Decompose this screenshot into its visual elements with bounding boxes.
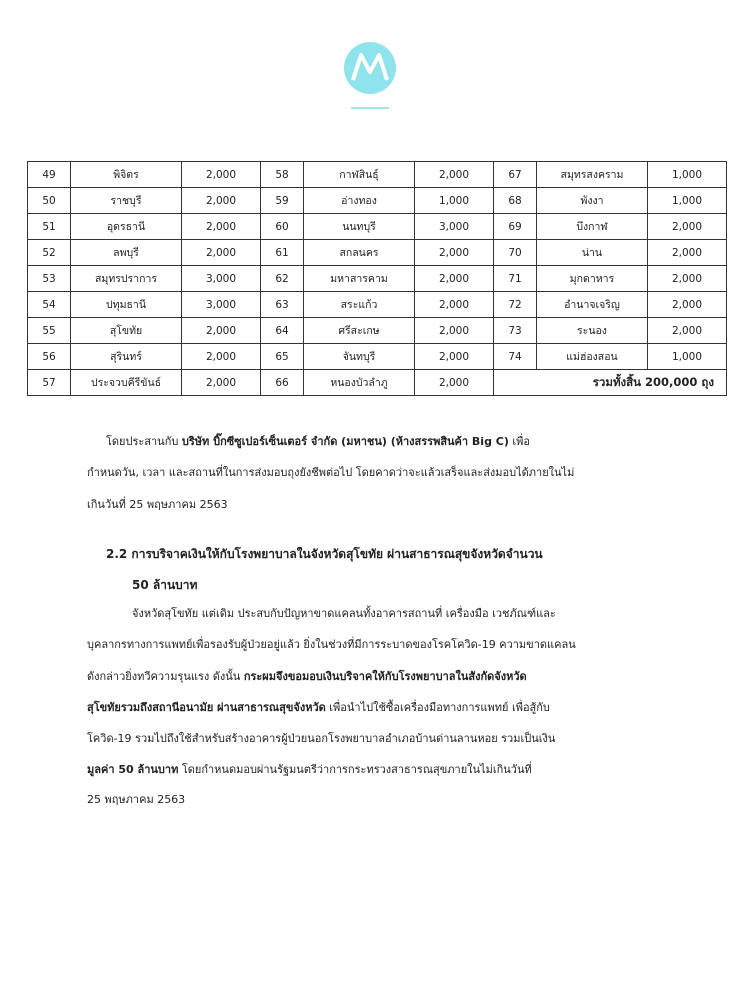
body-bold-text: กระผมจึงขอมอบเงินบริจาคให้กับโรงพยาบาลในสังกัดจังหวัด: [243, 670, 527, 683]
quantity-cell: 2,000: [648, 318, 727, 344]
quantity-cell: 2,000: [415, 162, 494, 188]
province-cell: น่าน: [537, 240, 648, 266]
quantity-cell: 2,000: [415, 292, 494, 318]
province-cell: อำนาจเจริญ: [537, 292, 648, 318]
body-line-5: โควิด-19 รวมไปถึงใช้สำหรับสร้างอาคารผู้ป่วยนอกโรงพยาบาลอำเภอบ้านด่านลานหอย รวมเป็นเงิน: [87, 732, 556, 745]
row-number-cell: 67: [494, 162, 537, 188]
table-row: [28, 318, 727, 344]
quantity-cell: 3,000: [182, 292, 261, 318]
row-number-cell: 74: [494, 344, 537, 370]
quantity-cell: 2,000: [415, 370, 494, 396]
province-cell: กาฬสินธุ์: [304, 162, 415, 188]
province-cell: มหาสารคาม: [304, 266, 415, 292]
row-number-cell: 72: [494, 292, 537, 318]
province-cell: ประจวบคีรีขันธ์: [71, 370, 182, 396]
row-number-cell: 49: [28, 162, 71, 188]
body-bold-text: มูลค่า 50 ล้านบาท: [87, 763, 179, 776]
row-number-cell: 54: [28, 292, 71, 318]
quantity-cell: 1,000: [648, 162, 727, 188]
province-cell: สกลนคร: [304, 240, 415, 266]
section-heading: 2.2 การบริจาคเงินให้กับโรงพยาบาลในจังหวัดสุโขทัย ผ่านสาธารณสุขจังหวัดจำนวน: [106, 547, 543, 561]
province-cell: ลพบุรี: [71, 240, 182, 266]
coop-text: โดยประสานกับ: [106, 435, 182, 448]
quantity-cell: 2,000: [415, 240, 494, 266]
grand-total-cell: รวมทั้งสิ้น 200,000 ถุง: [494, 370, 727, 396]
quantity-cell: 3,000: [182, 266, 261, 292]
quantity-cell: 3,000: [415, 214, 494, 240]
province-cell: แม่ฮ่องสอน: [537, 344, 648, 370]
coop-line-1: [106, 436, 530, 447]
quantity-cell: 1,000: [415, 188, 494, 214]
province-cell: สระแก้ว: [304, 292, 415, 318]
body-bold-text: สุโขทัยรวมถึงสถานีอนามัย ผ่านสาธารณสุขจังหวัด: [87, 701, 326, 714]
coop-line-3: เกินวันที่ 25 พฤษภาคม 2563: [87, 498, 228, 511]
row-number-cell: 70: [494, 240, 537, 266]
row-number-cell: 55: [28, 318, 71, 344]
body-line-3: [87, 671, 527, 682]
row-number-cell: 53: [28, 266, 71, 292]
body-line-1: จังหวัดสุโขทัย แต่เดิม ประสบกับปัญหาขาดแคลนทั้งอาคารสถานที่ เครื่องมือ เวชภัณฑ์และ: [132, 607, 556, 620]
body-line-6: [87, 764, 532, 775]
quantity-cell: 2,000: [415, 266, 494, 292]
province-cell: สุโขทัย: [71, 318, 182, 344]
province-cell: สมุทรปราการ: [71, 266, 182, 292]
row-number-cell: 57: [28, 370, 71, 396]
body-text: โดยกำหนดมอบผ่านรัฐมนตรีว่าการกระทรวงสาธารณสุขภายในไม่เกินวันที่: [178, 763, 532, 776]
quantity-cell: 2,000: [182, 188, 261, 214]
province-cell: นนทบุรี: [304, 214, 415, 240]
table-row: [28, 162, 727, 188]
row-number-cell: 51: [28, 214, 71, 240]
table-row: [28, 214, 727, 240]
allocation-table: [27, 161, 727, 396]
province-cell: หนองบัวลำภู: [304, 370, 415, 396]
body-text: เพื่อนำไปใช้ซื้อเครื่องมือทางการแพทย์ เพื่อสู้กับ: [325, 701, 550, 714]
row-number-cell: 65: [261, 344, 304, 370]
row-number-cell: 73: [494, 318, 537, 344]
row-number-cell: 52: [28, 240, 71, 266]
province-cell: อุดรธานี: [71, 214, 182, 240]
row-number-cell: 58: [261, 162, 304, 188]
table-row: [28, 292, 727, 318]
coop-text: เพื่อ: [508, 435, 530, 448]
coop-line-2: กำหนดวัน, เวลา และสถานที่ในการส่งมอบถุงยังชีพต่อไป โดยคาดว่าจะแล้วเสร็จและส่งมอบได้ภายในไม่: [87, 466, 575, 479]
province-cell: สุรินทร์: [71, 344, 182, 370]
row-number-cell: 64: [261, 318, 304, 344]
m-logo-icon: [339, 40, 401, 112]
quantity-cell: 1,000: [648, 344, 727, 370]
row-number-cell: 71: [494, 266, 537, 292]
province-cell: ปทุมธานี: [71, 292, 182, 318]
quantity-cell: 2,000: [415, 318, 494, 344]
quantity-cell: 2,000: [648, 292, 727, 318]
row-number-cell: 68: [494, 188, 537, 214]
row-number-cell: 59: [261, 188, 304, 214]
quantity-cell: 2,000: [182, 370, 261, 396]
province-cell: ราชบุรี: [71, 188, 182, 214]
province-cell: ศรีสะเกษ: [304, 318, 415, 344]
province-cell: พิจิตร: [71, 162, 182, 188]
row-number-cell: 50: [28, 188, 71, 214]
province-cell: สมุทรสงคราม: [537, 162, 648, 188]
row-number-cell: 62: [261, 266, 304, 292]
table-row: [28, 240, 727, 266]
row-number-cell: 56: [28, 344, 71, 370]
quantity-cell: 2,000: [648, 240, 727, 266]
body-text: ดังกล่าวยิ่งทวีความรุนแรง ดังนั้น: [87, 670, 244, 683]
row-number-cell: 63: [261, 292, 304, 318]
table-row: [28, 266, 727, 292]
section-heading-cont: 50 ล้านบาท: [132, 578, 198, 592]
row-number-cell: 61: [261, 240, 304, 266]
quantity-cell: 2,000: [415, 344, 494, 370]
company-name: บริษัท บิ๊กซีซูเปอร์เซ็นเตอร์ จำกัด (มหาชน) (ห้างสรรพสินค้า Big C): [181, 435, 509, 448]
quantity-cell: 2,000: [648, 214, 727, 240]
province-cell: จันทบุรี: [304, 344, 415, 370]
quantity-cell: 2,000: [182, 318, 261, 344]
quantity-cell: 2,000: [182, 162, 261, 188]
quantity-cell: 2,000: [182, 214, 261, 240]
province-cell: พังงา: [537, 188, 648, 214]
quantity-cell: 2,000: [648, 266, 727, 292]
table-row: [28, 344, 727, 370]
row-number-cell: 66: [261, 370, 304, 396]
row-number-cell: 60: [261, 214, 304, 240]
body-line-2: บุคลากรทางการแพทย์เพื่อรองรับผู้ป่วยอยู่แล้ว ยิ่งในช่วงที่มีการระบาดของโรคโควิด-19 ความขาดแคลน: [87, 638, 576, 651]
quantity-cell: 1,000: [648, 188, 727, 214]
quantity-cell: 2,000: [182, 344, 261, 370]
province-cell: อ่างทอง: [304, 188, 415, 214]
table-row: [28, 370, 727, 396]
body-line-7: 25 พฤษภาคม 2563: [87, 793, 186, 806]
table-row: [28, 188, 727, 214]
province-cell: บึงกาฬ: [537, 214, 648, 240]
province-cell: ระนอง: [537, 318, 648, 344]
province-cell: มุกดาหาร: [537, 266, 648, 292]
row-number-cell: 69: [494, 214, 537, 240]
body-line-4: [87, 702, 550, 713]
quantity-cell: 2,000: [182, 240, 261, 266]
